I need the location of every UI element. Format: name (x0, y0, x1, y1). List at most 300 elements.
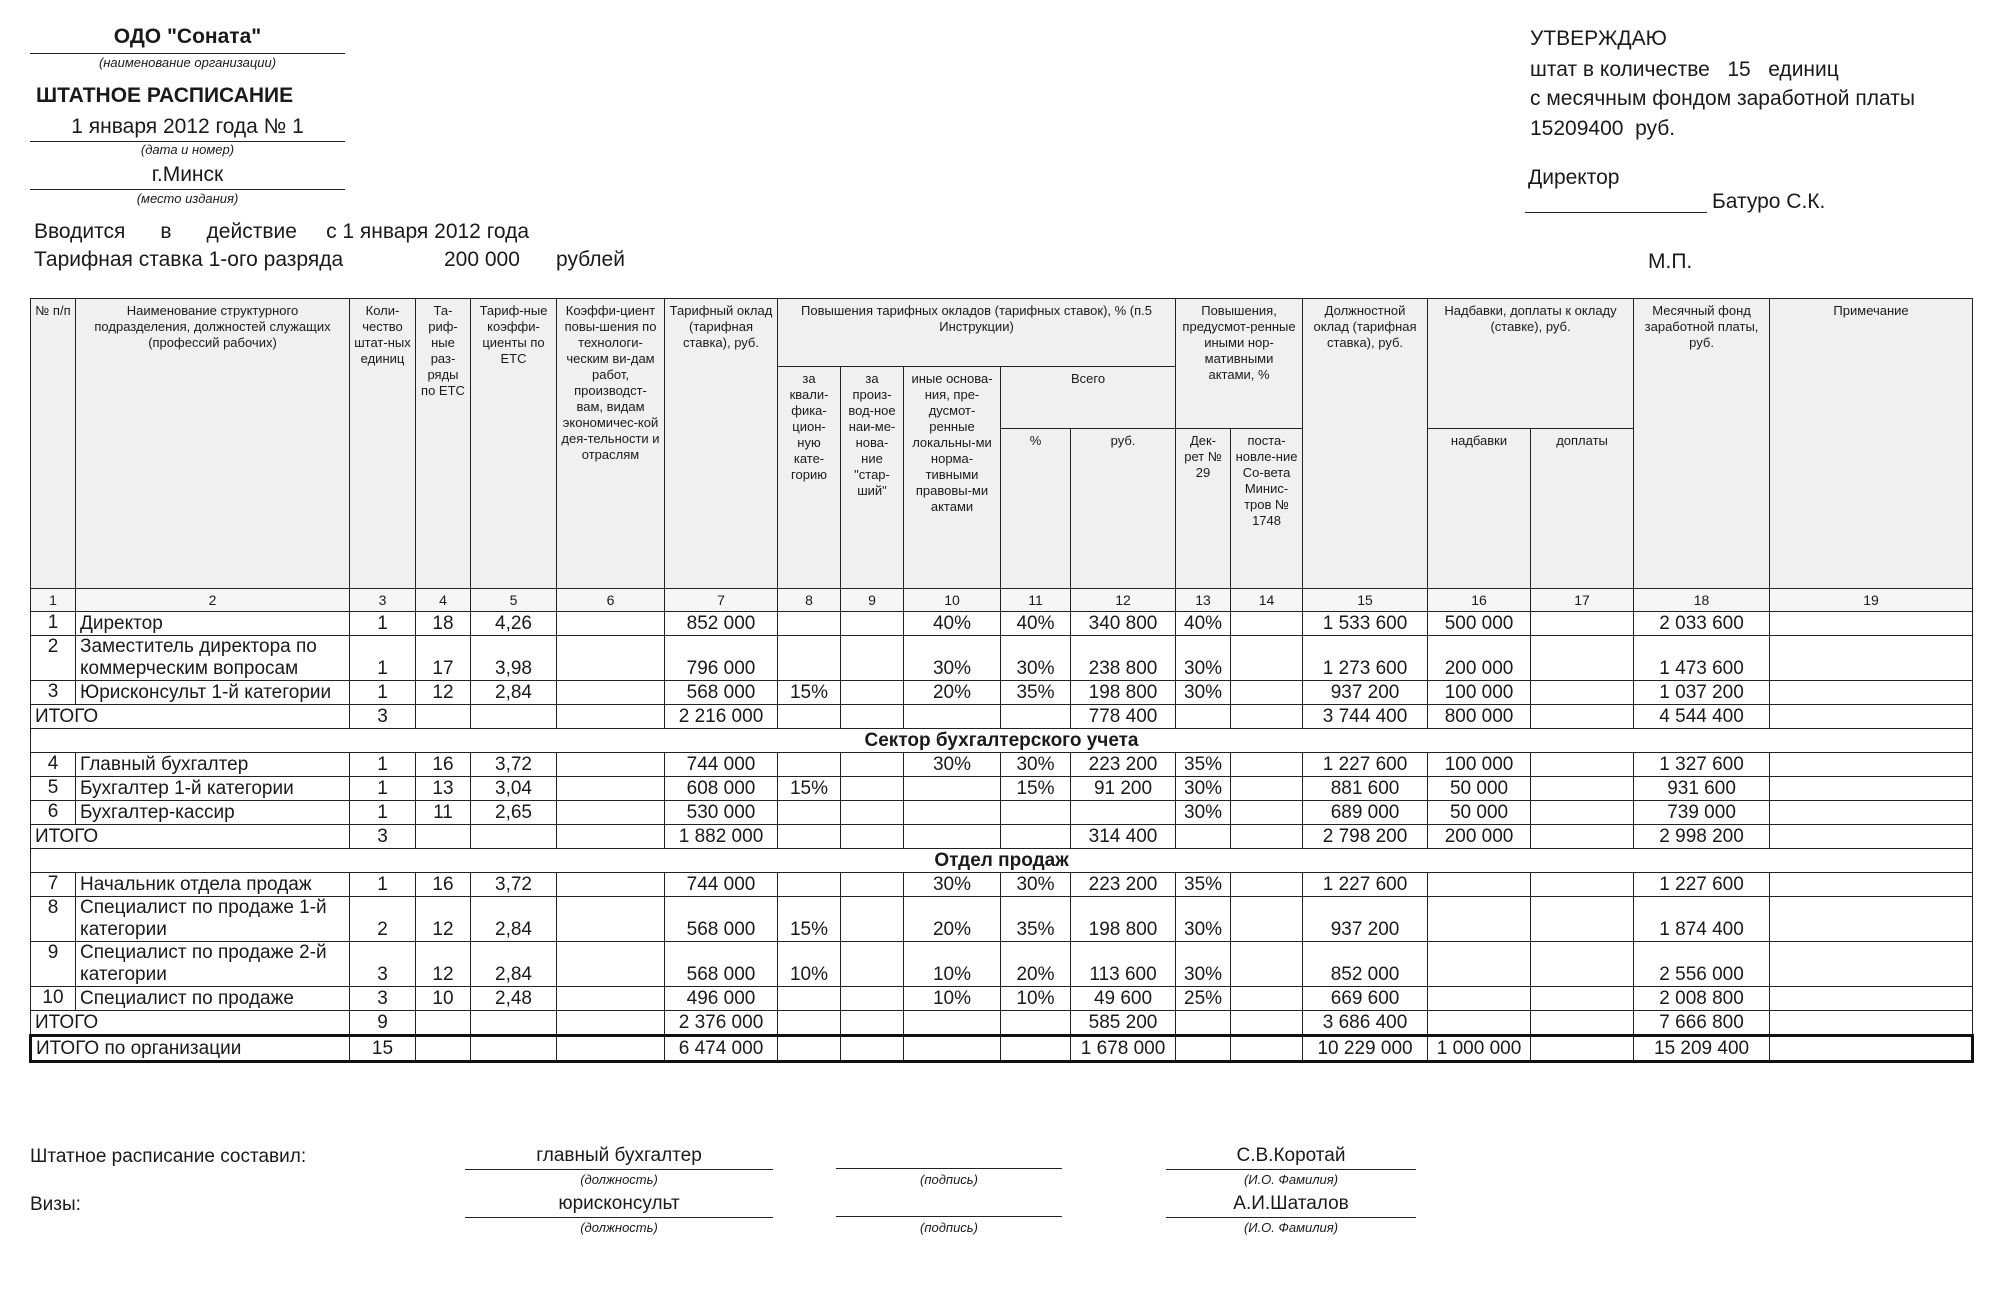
grand-total-row (31, 1036, 1973, 1062)
table-cell: 931 600 (1634, 777, 1770, 801)
subtotal-cell: 314 400 (1071, 825, 1176, 849)
row-number: 4 (31, 753, 76, 777)
table-cell (1770, 897, 1973, 942)
column-number: 2 (76, 589, 350, 612)
subtotal-cell (1176, 1011, 1231, 1036)
table-cell: 198 800 (1071, 897, 1176, 942)
table-cell (557, 942, 665, 987)
table-cell (1531, 681, 1634, 705)
rate-value: 200 000 (444, 248, 520, 271)
table-cell (557, 777, 665, 801)
table-cell (841, 777, 904, 801)
subtotal-cell (1001, 1011, 1071, 1036)
rate-unit: рублей (556, 248, 625, 271)
table-cell (841, 987, 904, 1011)
subtotal-cell (1531, 1011, 1634, 1036)
header-tariff-grade: Та-риф-ные раз-ряды по ЕТС (416, 299, 471, 589)
table-cell: 25% (1176, 987, 1231, 1011)
subtotal-cell: 2 216 000 (665, 705, 778, 729)
table-cell (1428, 897, 1531, 942)
subtotal-cell (1770, 1011, 1973, 1036)
header-allowances: Надбавки, доплаты к окладу (ставке), руб. (1428, 299, 1634, 429)
table-cell (1231, 942, 1303, 987)
subtotal-row (31, 825, 1973, 849)
column-number: 18 (1634, 589, 1770, 612)
subtotal-cell (778, 825, 841, 849)
director-label: Директор (1528, 166, 1620, 189)
position-name: Бухгалтер 1-й категории (76, 777, 350, 801)
table-cell: 4,26 (471, 612, 557, 636)
row-number: 8 (31, 897, 76, 942)
subtotal-cell (1001, 705, 1071, 729)
table-row (31, 942, 1973, 987)
subtotal-cell (557, 1011, 665, 1036)
table-cell: 2 008 800 (1634, 987, 1770, 1011)
table-cell: 496 000 (665, 987, 778, 1011)
subtotal-cell (1770, 825, 1973, 849)
table-cell: 1 533 600 (1303, 612, 1428, 636)
compiled-name-caption: (И.О. Фамилия) (1243, 1172, 1339, 1187)
position-name: Начальник отдела продаж (76, 873, 350, 897)
document-title: ШТАТНОЕ РАСПИСАНИЕ (36, 84, 294, 107)
table-cell (557, 873, 665, 897)
table-cell: 744 000 (665, 873, 778, 897)
section-title: Сектор бухгалтерского учета (31, 729, 1973, 753)
table-cell: 200 000 (1428, 636, 1531, 681)
organization-name: ОДО "Соната" (30, 25, 345, 54)
table-cell: 30% (1176, 777, 1231, 801)
table-cell (841, 897, 904, 942)
table-cell: 852 000 (1303, 942, 1428, 987)
table-cell: 1 (350, 873, 416, 897)
row-number: 10 (31, 987, 76, 1011)
position-name: Главный бухгалтер (76, 753, 350, 777)
compiled-by-label: Штатное расписание составил: (30, 1146, 307, 1167)
table-cell: 223 200 (1071, 873, 1176, 897)
position-name: Бухгалтер-кассир (76, 801, 350, 825)
table-cell (557, 801, 665, 825)
table-row (31, 873, 1973, 897)
table-cell (1531, 942, 1634, 987)
table-cell: 20% (1001, 942, 1071, 987)
table-cell: 2 (350, 897, 416, 942)
table-cell: 35% (1176, 873, 1231, 897)
visa-name-caption: (И.О. Фамилия) (1243, 1220, 1339, 1235)
subtotal-label: ИТОГО (31, 1011, 350, 1036)
table-cell (1531, 873, 1634, 897)
table-cell: 12 (416, 681, 471, 705)
header-surcharges: доплаты (1531, 429, 1634, 589)
section-header-row (31, 849, 1973, 873)
table-cell: 3,04 (471, 777, 557, 801)
column-number: 17 (1531, 589, 1634, 612)
director-signature-line (1525, 212, 1707, 213)
position-name: Юрисконсульт 1-й категории (76, 681, 350, 705)
table-row (31, 801, 1973, 825)
subtotal-cell: 7 666 800 (1634, 1011, 1770, 1036)
subtotal-cell (1428, 1011, 1531, 1036)
table-cell: 113 600 (1071, 942, 1176, 987)
header-increase-coef: Коэффи-циент повы-шения по технологи-ческим ви-дам работ, производст-вам, видам экономичес-кой дея-тельности и отраслям (557, 299, 665, 589)
grand-total-cell: 15 (350, 1036, 416, 1062)
table-cell (557, 636, 665, 681)
subtotal-cell: 2 376 000 (665, 1011, 778, 1036)
subtotal-cell: 800 000 (1428, 705, 1531, 729)
approve-fund-value: 15209400 руб. (1530, 117, 1676, 140)
compiled-position-caption: (должность) (580, 1172, 658, 1187)
column-number: 9 (841, 589, 904, 612)
table-cell (841, 801, 904, 825)
table-cell: 2,84 (471, 681, 557, 705)
grand-total-cell (416, 1036, 471, 1062)
table-cell (841, 753, 904, 777)
table-cell: 13 (416, 777, 471, 801)
approve-fund-label: с месячным фондом заработной платы (1530, 87, 1915, 110)
table-cell: 100 000 (1428, 753, 1531, 777)
table-cell (841, 942, 904, 987)
grand-total-cell (1231, 1036, 1303, 1062)
table-cell: 2,48 (471, 987, 557, 1011)
table-cell: 1 273 600 (1303, 636, 1428, 681)
table-cell: 35% (1176, 753, 1231, 777)
table-cell: 937 200 (1303, 897, 1428, 942)
subtotal-cell (1231, 1011, 1303, 1036)
table-cell: 49 600 (1071, 987, 1176, 1011)
row-number: 7 (31, 873, 76, 897)
header-other-grounds: иные основа-ния, пре-дусмот-ренные локальны-ми норма-тивными правовы-ми актами (904, 367, 1001, 589)
row-number: 6 (31, 801, 76, 825)
table-cell: 50 000 (1428, 801, 1531, 825)
subtotal-cell: 3 (350, 705, 416, 729)
staffing-table (29, 298, 1974, 1063)
column-number: 11 (1001, 589, 1071, 612)
header-note: Примечание (1770, 299, 1973, 589)
subtotal-cell (471, 825, 557, 849)
subtotal-cell (1176, 705, 1231, 729)
table-cell: 238 800 (1071, 636, 1176, 681)
subtotal-cell: 4 544 400 (1634, 705, 1770, 729)
table-cell: 35% (1001, 897, 1071, 942)
table-cell: 30% (904, 636, 1001, 681)
position-name: Специалист по продаже 1-й категории (76, 897, 350, 942)
table-cell: 744 000 (665, 753, 778, 777)
table-cell (557, 897, 665, 942)
table-cell (1231, 636, 1303, 681)
header-total-rub: руб. (1071, 429, 1176, 589)
column-number: 13 (1176, 589, 1231, 612)
header-qualification: за квали-фика-цион-ную кате-горию (778, 367, 841, 589)
table-cell (778, 987, 841, 1011)
subtotal-row (31, 1011, 1973, 1036)
table-cell: 40% (1176, 612, 1231, 636)
header-total-percent: % (1001, 429, 1071, 589)
table-cell (1071, 801, 1176, 825)
table-cell (778, 801, 841, 825)
table-cell: 1 473 600 (1634, 636, 1770, 681)
table-row (31, 777, 1973, 801)
column-number: 16 (1428, 589, 1531, 612)
column-number: 8 (778, 589, 841, 612)
table-cell (1231, 612, 1303, 636)
subtotal-cell: 778 400 (1071, 705, 1176, 729)
table-cell (557, 612, 665, 636)
subtotal-cell (557, 705, 665, 729)
table-cell: 35% (1001, 681, 1071, 705)
table-cell: 608 000 (665, 777, 778, 801)
subtotal-cell (471, 1011, 557, 1036)
approve-staff-count: штат в количестве 15 единиц (1530, 58, 1839, 81)
table-cell: 12 (416, 942, 471, 987)
grand-total-cell (778, 1036, 841, 1062)
table-cell: 100 000 (1428, 681, 1531, 705)
date-caption: (дата и номер) (140, 142, 235, 157)
table-cell: 568 000 (665, 942, 778, 987)
table-cell: 50 000 (1428, 777, 1531, 801)
column-number: 15 (1303, 589, 1428, 612)
table-cell (841, 873, 904, 897)
table-cell (1231, 873, 1303, 897)
table-cell: 340 800 (1071, 612, 1176, 636)
table-cell: 3,98 (471, 636, 557, 681)
table-cell: 40% (904, 612, 1001, 636)
table-cell: 1 (350, 612, 416, 636)
subtotal-cell: 2 998 200 (1634, 825, 1770, 849)
table-row (31, 636, 1973, 681)
subtotal-cell (416, 1011, 471, 1036)
subtotal-cell (1176, 825, 1231, 849)
subtotal-cell: 3 (350, 825, 416, 849)
table-cell: 1 874 400 (1634, 897, 1770, 942)
table-cell (1531, 753, 1634, 777)
grand-total-cell: 10 229 000 (1303, 1036, 1428, 1062)
column-number: 14 (1231, 589, 1303, 612)
table-cell: 2,65 (471, 801, 557, 825)
table-cell: 30% (1176, 942, 1231, 987)
table-header (31, 299, 1973, 612)
approve-title: УТВЕРЖДАЮ (1530, 27, 1667, 50)
table-cell: 18 (416, 612, 471, 636)
table-cell (1531, 777, 1634, 801)
table-cell: 881 600 (1303, 777, 1428, 801)
visa-position-caption: (должность) (580, 1220, 658, 1235)
table-cell: 1 (350, 753, 416, 777)
table-cell: 1 (350, 636, 416, 681)
table-cell (904, 801, 1001, 825)
column-number: 7 (665, 589, 778, 612)
table-cell (557, 987, 665, 1011)
table-cell (1231, 987, 1303, 1011)
table-cell: 796 000 (665, 636, 778, 681)
visa-position: юрисконсульт (465, 1193, 773, 1218)
table-cell: 30% (1001, 753, 1071, 777)
table-cell: 17 (416, 636, 471, 681)
table-cell (1770, 801, 1973, 825)
table-cell: 40% (1001, 612, 1071, 636)
column-number: 6 (557, 589, 665, 612)
table-cell: 2 556 000 (1634, 942, 1770, 987)
table-row (31, 897, 1973, 942)
table-cell: 530 000 (665, 801, 778, 825)
table-cell: 16 (416, 873, 471, 897)
table-cell: 669 600 (1303, 987, 1428, 1011)
visas-label: Визы: (30, 1194, 81, 1215)
table-cell (1531, 612, 1634, 636)
table-cell (778, 753, 841, 777)
column-number: 12 (1071, 589, 1176, 612)
table-cell: 10% (778, 942, 841, 987)
table-cell: 500 000 (1428, 612, 1531, 636)
table-cell (1770, 753, 1973, 777)
date-number: 1 января 2012 года № 1 (30, 115, 345, 142)
table-cell: 20% (904, 897, 1001, 942)
position-name: Заместитель директора по коммерческим вопросам (76, 636, 350, 681)
grand-total-cell (1770, 1036, 1973, 1062)
table-cell: 198 800 (1071, 681, 1176, 705)
table-cell (1231, 801, 1303, 825)
subtotal-cell (1531, 825, 1634, 849)
table-cell (1428, 987, 1531, 1011)
section-title: Отдел продаж (31, 849, 1973, 873)
table-cell (557, 681, 665, 705)
table-cell (904, 777, 1001, 801)
subtotal-cell: 2 798 200 (1303, 825, 1428, 849)
table-cell: 2,84 (471, 897, 557, 942)
subtotal-cell (416, 705, 471, 729)
table-cell (1231, 777, 1303, 801)
header-staff-units: Коли-чество штат-ных единиц (350, 299, 416, 589)
header-number: № п/п (31, 299, 76, 589)
header-bonuses: надбавки (1428, 429, 1531, 589)
table-cell: 20% (904, 681, 1001, 705)
table-cell: 15% (1001, 777, 1071, 801)
table-row (31, 987, 1973, 1011)
table-cell (557, 753, 665, 777)
table-cell: 16 (416, 753, 471, 777)
table-cell: 30% (1001, 636, 1071, 681)
grand-total-cell (1176, 1036, 1231, 1062)
table-cell: 30% (904, 873, 1001, 897)
grand-total-cell: 15 209 400 (1634, 1036, 1770, 1062)
table-body (31, 612, 1973, 1062)
grand-total-cell (471, 1036, 557, 1062)
subtotal-cell: 585 200 (1071, 1011, 1176, 1036)
visa-signature-caption: (подпись) (920, 1220, 978, 1235)
subtotal-label: ИТОГО (31, 705, 350, 729)
table-cell (1531, 987, 1634, 1011)
table-cell: 2,84 (471, 942, 557, 987)
table-cell: 2 033 600 (1634, 612, 1770, 636)
table-cell: 1 227 600 (1303, 873, 1428, 897)
header-other-increases: Повышения, предусмот-ренные иными нор-мативными актами, % (1176, 299, 1303, 429)
subtotal-cell (841, 705, 904, 729)
position-name: Специалист по продаже 2-й категории (76, 942, 350, 987)
table-cell (1770, 681, 1973, 705)
subtotal-cell (841, 825, 904, 849)
column-number: 3 (350, 589, 416, 612)
grand-total-cell (904, 1036, 1001, 1062)
table-cell (1770, 873, 1973, 897)
table-cell: 30% (1176, 897, 1231, 942)
subtotal-cell: 3 686 400 (1303, 1011, 1428, 1036)
position-name: Специалист по продаже (76, 987, 350, 1011)
position-name: Директор (76, 612, 350, 636)
compiled-name: С.В.Коротай (1166, 1145, 1416, 1170)
table-cell: 11 (416, 801, 471, 825)
subtotal-cell: 3 744 400 (1303, 705, 1428, 729)
table-cell (1428, 873, 1531, 897)
grand-total-cell: 1 678 000 (1071, 1036, 1176, 1062)
table-cell: 739 000 (1634, 801, 1770, 825)
table-cell (841, 636, 904, 681)
subtotal-cell (904, 1011, 1001, 1036)
header-official-salary: Должностной оклад (тарифная ставка), руб. (1303, 299, 1428, 589)
table-cell (841, 612, 904, 636)
table-cell: 15% (778, 777, 841, 801)
table-cell (778, 636, 841, 681)
subtotal-cell (1770, 705, 1973, 729)
table-cell (1770, 636, 1973, 681)
table-cell (1231, 897, 1303, 942)
subtotal-cell (1231, 825, 1303, 849)
subtotal-cell (557, 825, 665, 849)
table-cell (778, 612, 841, 636)
subtotal-cell: 200 000 (1428, 825, 1531, 849)
table-cell: 3 (350, 987, 416, 1011)
table-row (31, 681, 1973, 705)
header-senior: за произ-вод-ное наи-ме-нова-ние "стар-ший" (841, 367, 904, 589)
organization-caption: (наименование организации) (98, 55, 277, 70)
compiled-position: главный бухгалтер (465, 1145, 773, 1170)
table-cell: 937 200 (1303, 681, 1428, 705)
subtotal-cell (416, 825, 471, 849)
subtotal-cell (778, 1011, 841, 1036)
table-cell: 30% (1176, 801, 1231, 825)
subtotal-cell: 9 (350, 1011, 416, 1036)
grand-total-cell (1531, 1036, 1634, 1062)
row-number: 1 (31, 612, 76, 636)
header-tariff-coef: Тариф-ные коэффи-циенты по ЕТС (471, 299, 557, 589)
table-cell (1231, 681, 1303, 705)
table-cell (1531, 636, 1634, 681)
visa-name: А.И.Шаталов (1166, 1193, 1416, 1218)
table-cell: 91 200 (1071, 777, 1176, 801)
subtotal-cell (904, 705, 1001, 729)
table-cell (1428, 942, 1531, 987)
table-cell: 1 327 600 (1634, 753, 1770, 777)
header-position-name: Наименование структурного подразделения, должностей служащих (профессий рабочих) (76, 299, 350, 589)
column-number: 1 (31, 589, 76, 612)
column-number: 10 (904, 589, 1001, 612)
table-cell: 223 200 (1071, 753, 1176, 777)
header-tariff-increases: Повышения тарифных окладов (тарифных ставок), % (п.5 Инструкции) (778, 299, 1176, 367)
subtotal-cell (841, 1011, 904, 1036)
subtotal-cell: 1 882 000 (665, 825, 778, 849)
director-name: Батуро С.К. (1712, 190, 1826, 213)
column-number: 5 (471, 589, 557, 612)
table-cell (1770, 942, 1973, 987)
rate-label: Тарифная ставка 1-ого разряда (34, 248, 344, 271)
subtotal-cell (1531, 705, 1634, 729)
subtotal-cell (904, 825, 1001, 849)
row-number: 5 (31, 777, 76, 801)
compiled-signature-caption: (подпись) (920, 1172, 978, 1187)
table-cell: 1 (350, 777, 416, 801)
table-cell (1531, 801, 1634, 825)
header-total: Всего (1001, 367, 1176, 429)
table-cell: 15% (778, 897, 841, 942)
subtotal-row (31, 705, 1973, 729)
table-cell: 15% (778, 681, 841, 705)
